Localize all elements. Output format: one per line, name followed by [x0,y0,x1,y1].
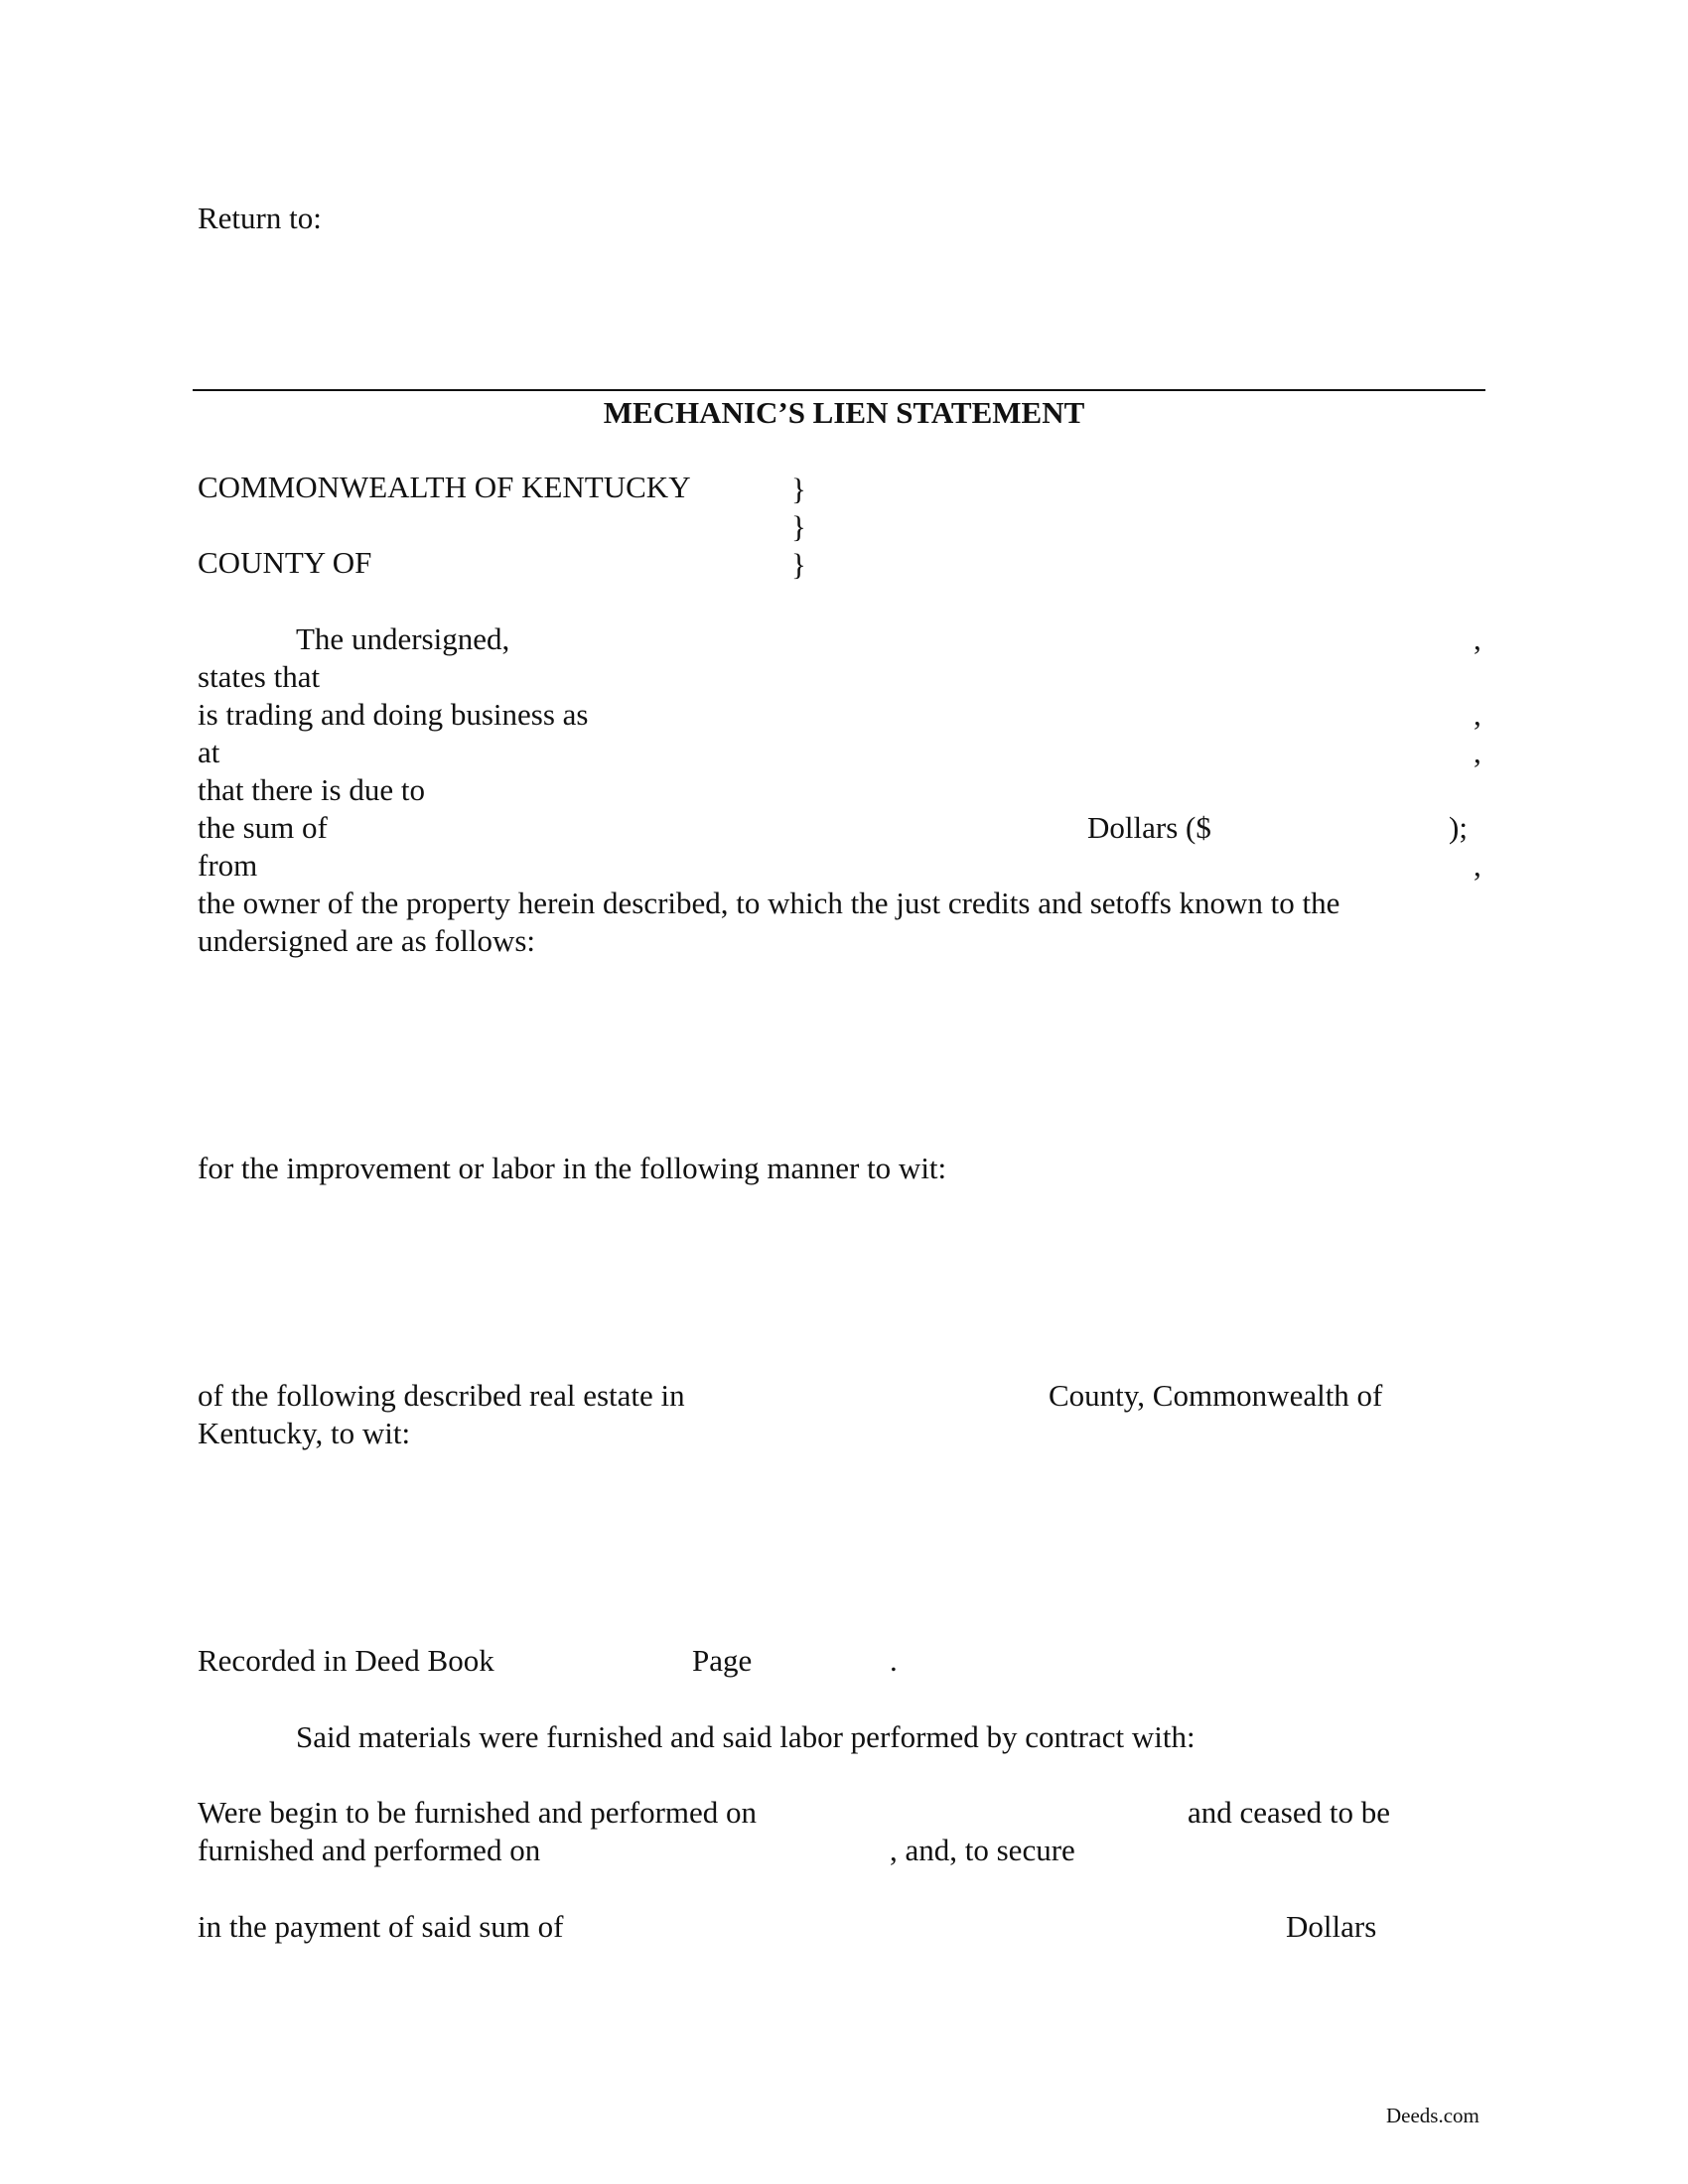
sum-of-text: the sum of [198,810,328,845]
at-text: at [198,735,220,769]
due-to-text: that there is due to [198,772,425,807]
kentucky-to-wit-text: Kentucky, to wit: [198,1416,411,1450]
comma-1: , [1474,621,1481,656]
comma-4: , [1474,848,1481,883]
ceased-text: and ceased to be [1188,1795,1390,1830]
comma-2: , [1474,697,1481,732]
real-estate-text: of the following described real estate in [198,1378,685,1413]
to-secure-text: , and, to secure [890,1833,1075,1867]
period-text: . [890,1643,898,1678]
county-label: COUNTY OF [198,545,372,580]
from-text: from [198,848,258,883]
dollars-paren-text: Dollars ($ [1087,810,1211,845]
payment-text: in the payment of said sum of [198,1909,564,1944]
venue-brace-2: } [791,509,806,544]
furnished-on-text: furnished and performed on [198,1833,541,1867]
footer-brand: Deeds.com [1386,2104,1479,2127]
dollars-text: Dollars [1286,1909,1377,1944]
close-paren-text: ); [1449,810,1468,845]
owner-line-2: undersigned are as follows: [198,923,536,958]
undersigned-text: The undersigned, [296,621,510,656]
venue-brace-1: } [791,472,806,506]
owner-line-1: the owner of the property herein described, to which the just credits and setoffs known to the [198,886,1340,920]
states-that-text: states that [198,659,321,694]
comma-3: , [1474,735,1481,769]
venue-brace-3: } [791,547,806,582]
began-text: Were begin to be furnished and performed on [198,1795,758,1830]
page-text: Page [692,1643,753,1678]
return-to-label: Return to: [198,201,322,235]
recorded-deed-book-text: Recorded in Deed Book [198,1643,494,1678]
title-rule [193,389,1485,391]
trading-as-text: is trading and doing business as [198,697,589,732]
improvement-text: for the improvement or labor in the following manner to wit: [198,1151,947,1185]
document-title: MECHANIC’S LIEN STATEMENT [603,395,1085,430]
county-commonwealth-text: County, Commonwealth of [1049,1378,1383,1413]
state-label: COMMONWEALTH OF KENTUCKY [198,470,691,504]
contract-text: Said materials were furnished and said labor performed by contract with: [296,1719,1196,1754]
